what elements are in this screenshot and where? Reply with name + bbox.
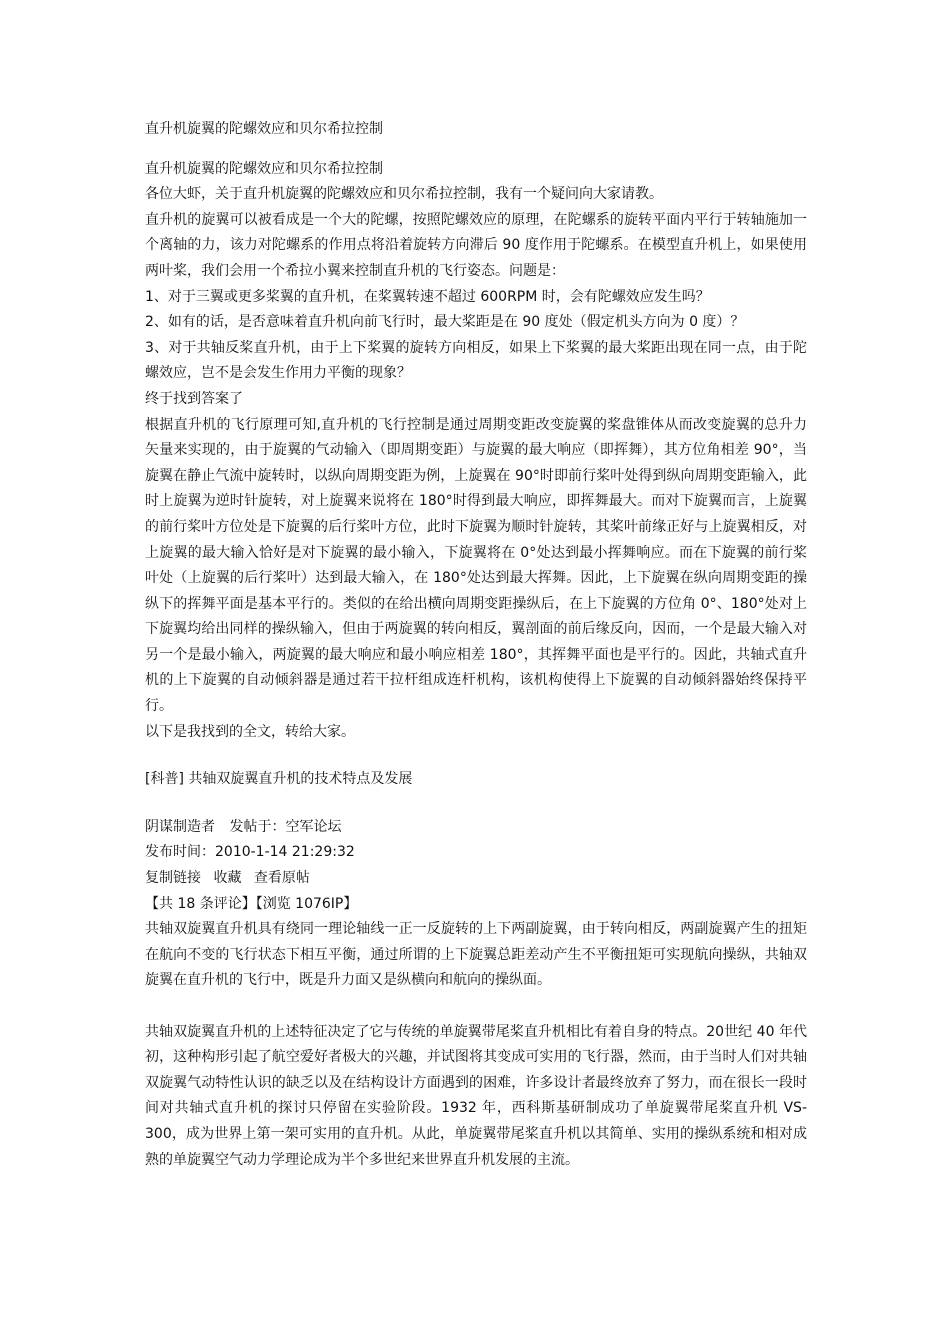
question-3: 3、对于共轴反桨直升机，由于上下桨翼的旋转方向相反，如果上下桨翼的最大桨距出现在同一点，由于陀螺效应，岂不是会发生作用力平衡的现象？ (145, 339, 807, 382)
article-paragraph-1: 共轴双旋翼直升机具有绕同一理论轴线一正一反旋转的上下两副旋翼，由于转向相反，两副旋翼产生的扭矩在航向不变的飞行状态下相互平衡，通过所谓的上下旋翼总距差动产生不平衡扭矩可实现航向操纵，共轴双旋翼在直升机的飞行中，既是升力面又是纵横向和航向的操纵面。 (145, 921, 807, 989)
article-forum: 发帖于：空军论坛 (229, 818, 342, 835)
answer-paragraph: 根据直升机的飞行原理可知,直升机的飞行控制是通过周期变距改变旋翼的桨盘锥体从而改变旋翼的总升力矢量来实现的，由于旋翼的气动输入（即周期变距）与旋翼的最大响应（即挥舞），其方位角相差 90°，当旋翼在静止气流中旋转时，以纵向周期变距为例，上旋翼在 90°时即前行桨叶处得到纵向周期变距输入，此时上旋翼为逆时针旋转，对上旋翼来说将在 180°时得到最大响应，即挥舞最大。而对下旋翼而言，上旋翼的前行桨叶方位处是下旋翼的后行桨叶方位，此时下旋翼为顺时针旋转，其桨叶前缘正好与上旋翼相反，对上旋翼的最大输入恰好是对下旋翼的最小输入，下旋翼将在 0°处达到最小挥舞响应。而在下旋翼的前行桨叶处（上旋翼的后行桨叶）达到最大输入，在 180°处达到最大挥舞。因此，上下旋翼在纵向周期变距的操纵下的挥舞平面是基本平行的。类似的在给出横向周期变距操纵后，在上下旋翼的方位角 0°、180°处对上下旋翼均给出同样的操纵输入，但由于两旋翼的转向相反，翼剖面的前后缘反向，因而，一个是最大输入对另一个是最小输入，两旋翼的最大响应和最小响应相差 180°，其挥舞平面也是平行的。因此，共轴式直升机的上下旋翼的自动倾斜器是通过若干拉杆组成连杆机构，该机构使得上下旋翼的自动倾斜器始终保持平行。 (145, 416, 807, 715)
question-1: 1、对于三翼或更多桨翼的直升机，在桨翼转速不超过 600RPM 时，会有陀螺效应发生吗？ (145, 288, 710, 305)
body-heading: 直升机旋翼的陀螺效应和贝尔希拉控制 (145, 160, 383, 177)
copy-link[interactable]: 复制链接 (145, 870, 201, 887)
article-stats: 【共 18 条评论】【浏览 1076IP】 (145, 895, 358, 912)
document-title: 直升机旋翼的陀螺效应和贝尔希拉控制 (145, 121, 383, 137)
body-paragraph-gyro: 直升机的旋翼可以被看成是一个大的陀螺，按照陀螺效应的原理，在陀螺系的旋转平面内平行于转轴施加一个离轴的力，该力对陀螺系的作用点将沿着旋转方向滞后 90 度作用于陀螺系。在模型直升机上，如果使用两叶桨，我们会用一个希拉小翼来控制直升机的飞行姿态。问题是： (145, 211, 807, 279)
question-2: 2、如有的话，是否意味着直升机向前飞行时，最大桨距是在 90 度处（假定机头方向为 0 度）？ (145, 314, 745, 331)
spacer (145, 994, 807, 1020)
article-title: [科普] 共轴双旋翼直升机的技术特点及发展 (145, 771, 413, 788)
body-paragraph-intro: 各位大虾，关于直升机旋翼的陀螺效应和贝尔希拉控制，我有一个疑问向大家请教。 (145, 186, 663, 203)
article-paragraph-2: 共轴双旋翼直升机的上述特征决定了它与传统的单旋翼带尾桨直升机相比有着自身的特点。20世纪 40 年代初，这种构形引起了航空爱好者极大的兴趣，并试图将其变成可实用的飞行器，然而，由于当时人们对共轴双旋翼气动特性认识的缺乏以及在结构设计方面遇到的困难，许多设计者最终放弃了努力，而在很长一段时间对共轴式直升机的探讨只停留在实验阶段。1932 年，西科斯基研制成功了单旋翼带尾桨直升机 VS-300，成为世界上第一架可实用的直升机。从此，单旋翼带尾桨直升机以其简单、实用的操纵系统和相对成熟的单旋翼空气动力学理论成为半个多世纪来世界直升机发展的主流。 (145, 1023, 807, 1168)
favorite-link[interactable]: 收藏 (213, 870, 242, 887)
spacer (145, 143, 807, 157)
article-author: 阴谋制造者 (145, 818, 215, 835)
article-published-time: 发布时间：2010-1-14 21:29:32 (145, 844, 355, 861)
document-page (145, 117, 807, 1173)
article-author-line (145, 815, 807, 841)
view-original-link[interactable]: 查看原帖 (253, 870, 310, 887)
answer-heading: 终于找到答案了 (145, 390, 243, 407)
article-links (145, 866, 807, 892)
spacer (145, 745, 807, 767)
spacer (145, 793, 807, 815)
share-note: 以下是我找到的全文，转给大家。 (145, 723, 355, 740)
